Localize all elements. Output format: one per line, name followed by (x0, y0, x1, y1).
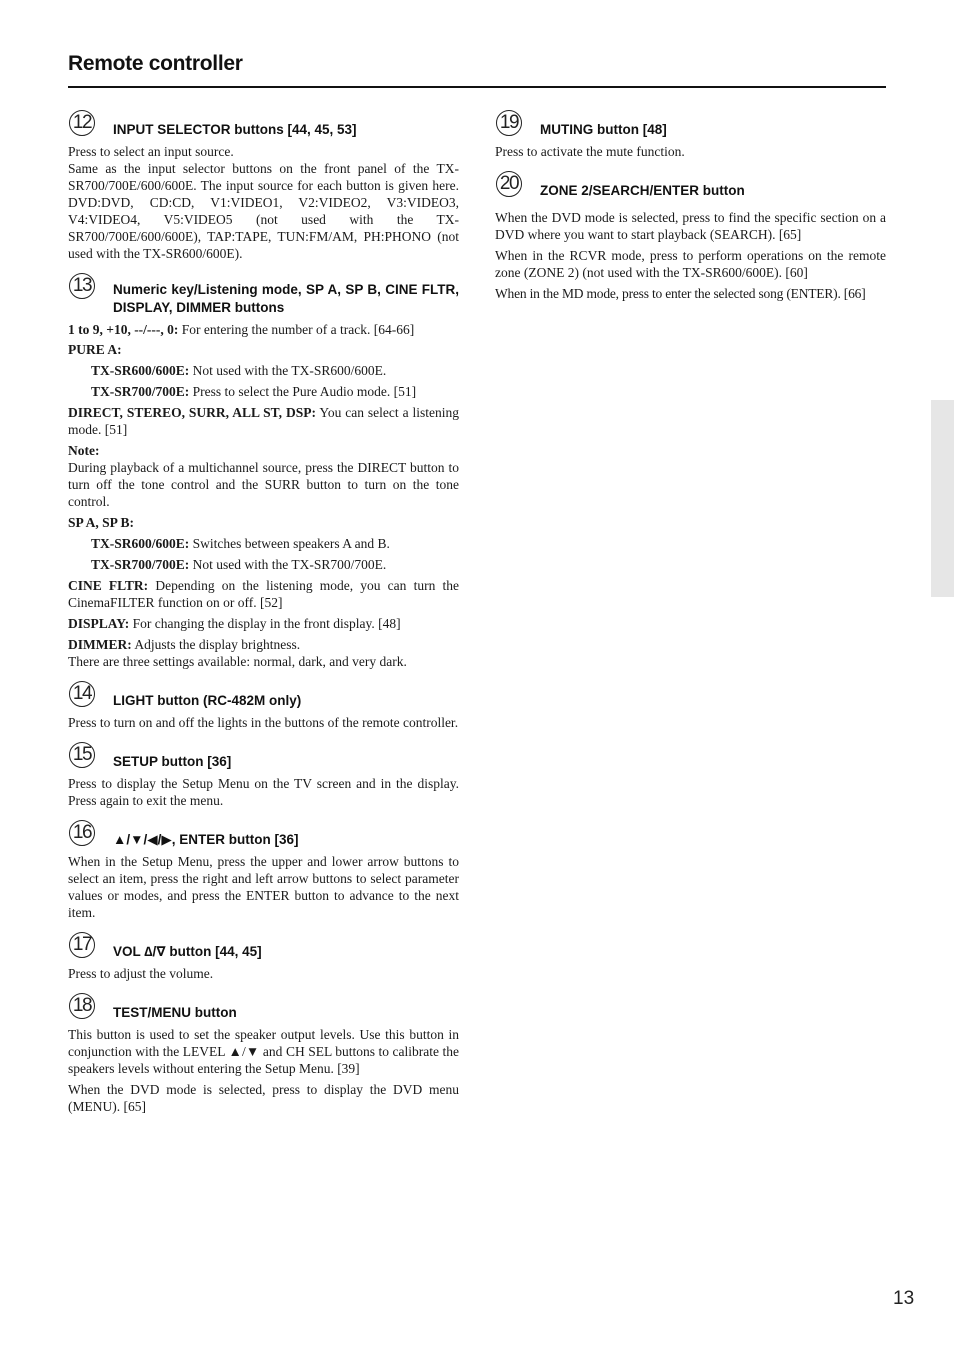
side-tab-marker (931, 400, 954, 597)
definition-item (68, 556, 459, 573)
paragraph: When in the RCVR mode, press to perform operations on the remote zone (ZONE 2) (not used with the TX-SR600/600E). [60] (495, 248, 886, 280)
paragraph: When in the MD mode, press to enter the selected song (ENTER). [66] (495, 286, 866, 301)
item-text: There are three settings available: normal, dark, and very dark. (68, 654, 407, 669)
section-volume-button (68, 930, 459, 982)
item-text: Depending on the listening mode, you can turn the CinemaFILTER function on or off. [52] (68, 578, 459, 610)
section-heading: ▲/▼/◀/▶, ENTER button [36] (113, 832, 299, 847)
section-heading: SETUP button [36] (113, 754, 232, 769)
page-number: 13 (893, 1288, 915, 1309)
section-input-selector (68, 108, 459, 262)
item-label: TX-SR600/600E: (91, 363, 190, 378)
circled-number-icon: 16 (69, 820, 95, 846)
paragraph: Press to turn on and off the lights in the buttons of the remote controller. (68, 715, 459, 730)
left-column (68, 108, 459, 1124)
section-zone2-search-enter-button (495, 169, 886, 302)
definition-item (68, 636, 459, 653)
paragraph: Same as the input selector buttons on the front panel of the TX-SR700/700E/600/600E. The input source for each button is given here. DVD:DVD, CD:CD, V1:VIDEO1, V2:VIDEO2, V3:VIDEO3, V4:VIDEO4, V5:VIDEO5 (not used with the TX-SR700/700E/600/600E), TAP:TAPE, TUN:FM/AM, PH:PHONO (not used with the TX-SR600/600E). (68, 161, 459, 261)
item-label: SP A, SP B: (68, 515, 135, 530)
section-muting-button (495, 108, 886, 160)
definition-item (68, 615, 459, 632)
section-heading: ZONE 2/SEARCH/ENTER button (540, 183, 745, 198)
item-label: TX-SR700/700E: (91, 557, 190, 572)
item-label: 1 to 9, +10, --/---, 0: (68, 322, 179, 337)
definition-item (68, 535, 459, 552)
paragraph: Press to adjust the volume. (68, 966, 214, 981)
item-text: For changing the display in the front display. [48] (129, 616, 401, 631)
paragraph: When in the Setup Menu, press the upper and lower arrow buttons to select an item, press the right and left arrow buttons to select parameter values or modes, and press the ENTER button to advance to the next item. (68, 854, 459, 920)
section-heading: LIGHT button (RC-482M only) (113, 693, 302, 708)
item-text: Adjusts the display brightness. (131, 637, 301, 652)
definition-item (68, 321, 459, 338)
section-light-button (68, 679, 459, 731)
section-numeric-keys (68, 271, 459, 670)
item-text: Switches between speakers A and B. (189, 536, 390, 551)
circled-number-icon: 17 (69, 932, 95, 958)
circled-number-icon: 18 (69, 993, 95, 1019)
definition-item (68, 514, 459, 531)
section-arrow-enter-button (68, 818, 459, 921)
item-text: Not used with the TX-SR700/700E. (189, 557, 387, 572)
section-heading: MUTING button [48] (540, 122, 667, 137)
paragraph: When the DVD mode is selected, press to find the specific section on a DVD where you want to start playback (SEARCH). [65] (495, 210, 886, 242)
note-text (68, 459, 459, 510)
definition-item (68, 653, 459, 670)
section-heading: INPUT SELECTOR buttons [44, 45, 53] (113, 122, 357, 137)
definition-item (68, 404, 459, 438)
definition-item (68, 442, 459, 459)
item-label: TX-SR700/700E: (91, 384, 190, 399)
item-text: For entering the number of a track. [64-66] (178, 322, 415, 337)
section-setup-button (68, 740, 459, 809)
section-heading: Numeric key/Listening mode, SP A, SP B, CINE FLTR, DISPLAY, DIMMER buttons (113, 282, 459, 315)
item-text: You can select a listening mode. [51] (68, 405, 459, 437)
item-text: During playback of a multichannel source, press the DIRECT button to turn off the tone control and the SURR button to turn on the tone control. (68, 460, 459, 509)
section-test-menu-button (68, 991, 459, 1115)
definition-item (68, 383, 459, 400)
circled-number-icon: 13 (69, 273, 95, 299)
circled-number-icon: 20 (496, 171, 522, 197)
item-label: CINE FLTR: (68, 578, 149, 593)
paragraph: Press to display the Setup Menu on the TV screen and in the display. Press again to exit the menu. (68, 776, 459, 808)
definition-item (68, 577, 459, 611)
item-label: PURE A: (68, 342, 122, 357)
circled-number-icon: 14 (69, 681, 95, 707)
item-label: Note: (68, 443, 100, 458)
section-heading: VOL ∆/∇ button [44, 45] (113, 944, 262, 959)
paragraph: When the DVD mode is selected, press to display the DVD menu (MENU). [65] (68, 1082, 459, 1114)
definition-item (68, 341, 459, 358)
item-label: TX-SR600/600E: (91, 536, 190, 551)
item-text: Not used with the TX-SR600/600E. (189, 363, 387, 378)
item-label: DIMMER: (68, 637, 132, 652)
paragraph: This button is used to set the speaker output levels. Use this button in conjunction with the LEVEL ▲/▼ and CH SEL buttons to calibrate the speakers levels without entering the Setup Menu. [39] (68, 1027, 459, 1076)
paragraph: Press to select an input source. (68, 144, 234, 159)
circled-number-icon: 15 (69, 742, 95, 768)
title-rule (68, 86, 886, 88)
item-label: DIRECT, STEREO, SURR, ALL ST, DSP: (68, 405, 316, 420)
item-text: Press to select the Pure Audio mode. [51] (189, 384, 417, 399)
definition-item (68, 362, 459, 379)
page-title: Remote controller (68, 52, 243, 75)
right-column (495, 108, 886, 311)
paragraph: Press to activate the mute function. (495, 144, 685, 159)
circled-number-icon: 19 (496, 110, 522, 136)
circled-number-icon: 12 (69, 110, 95, 136)
section-heading: TEST/MENU button (113, 1005, 237, 1020)
item-label: DISPLAY: (68, 616, 130, 631)
